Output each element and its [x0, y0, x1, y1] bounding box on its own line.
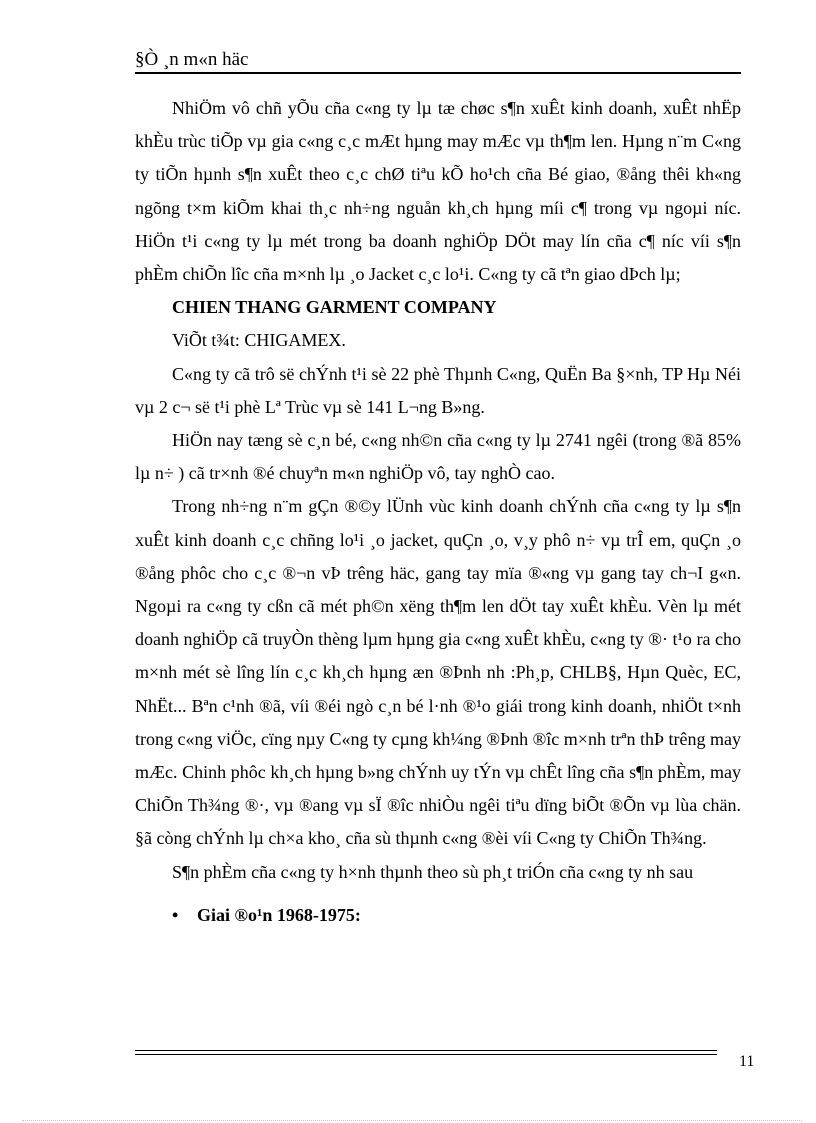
paragraph-abbreviation: ViÕt t¾t: CHIGAMEX. [172, 330, 346, 351]
paragraph-products-intro: S¶n phÈm cña c«ng ty h×nh thµnh theo sù ph¸t triÓn cña c«ng ty nh sau [172, 861, 694, 882]
paragraph-company-mission: NhiÖm vô chñ yÕu cña c«ng ty lµ tæ chøc s¶n xuÊt kinh doanh, xuÊt nhËp khÈu trùc tiÕp vµ gia c«ng c¸c mÆt hµng may mÆc vµ th¶m len. Hµng n¨m C«ng ty tiÕn hµnh s¶n xuÊt theo c¸c chØ tiªu kÕ ho¹ch cña Bé giao, ®ång thêi kh«ng ngõng t×m kiÕm khai th¸c nh÷ng nguån kh¸ch hµng míi c¶ trong vµ ngoµi níc. HiÖn t¹i c«ng ty lµ mét trong ba doanh nghiÖp DÖt may lín cña c¶ níc víi s¶n phÈm chiÕn lîc cña m×nh lµ ¸o Jacket c¸c lo¹i. C«ng ty cã tªn giao dÞch lµ; [135, 98, 741, 285]
body-text [135, 92, 741, 932]
page-edge-divider [22, 1120, 802, 1121]
bullet-label: Giai ®o¹n 1968-1975: [197, 904, 361, 925]
header-rule [135, 72, 741, 74]
bullet-item [135, 899, 741, 932]
running-header: §Ò ¸n m«n häc [135, 49, 249, 70]
bullet-icon: • [172, 904, 179, 925]
paragraph-staff: HiÖn nay tæng sè c¸n bé, c«ng nh©n cña c«ng ty lµ 2741 ngêi (trong ®ã 85% lµ n÷ ) cã tr×nh ®é chuyªn m«n nghiÖp vô, tay nghÒ cao. [135, 430, 741, 484]
paragraph-headquarters: C«ng ty cã trô së chÝnh t¹i sè 22 phè Thµnh C«ng, QuËn Ba §×nh, TP Hµ Néi vµ 2 c¬ së t¹i phè Lª Trùc vµ sè 141 L¬ng B»ng. [135, 363, 741, 417]
company-english-name: CHIEN THANG GARMENT COMPANY [172, 297, 497, 318]
page-number: 11 [739, 1053, 755, 1070]
footer-rule [135, 1050, 717, 1055]
paragraph-business-field: Trong nh÷ng n¨m gÇn ®©y lÜnh vùc kinh doanh chÝnh cña c«ng ty lµ s¶n xuÊt kinh doanh c¸c chñng lo¹i ¸o jacket, quÇn ¸o, v¸y phô n÷ vµ trÎ em, quÇn ¸o ®ång phôc cho c¸c ®¬n vÞ trêng häc, gang tay mïa ®«ng vµ gang tay ch¬I g«n. Ngoµi ra c«ng ty cßn cã mét ph©n xëng th¶m len dÖt tay xuÊt khÈu. Vèn lµ mét doanh nghiÖp cã truyÒn thèng lµm hµng gia c«ng xuÊt khÈu, c«ng ty ®· t¹o ra cho m×nh mét sè lîng lín c¸c kh¸ch hµng æn ®Þnh nh :Ph¸p, CHLB§, Hµn Quèc, EC, NhËt... Bªn c¹nh ®ã, víi ®éi ngò c¸n bé l·nh ®¹o giái trong kinh doanh, nhiÖt t×nh trong c«ng viÖc, cïng nµy C«ng ty cµng kh¼ng ®Þnh ®îc m×nh trªn thÞ trêng may mÆc. Chinh phôc kh¸ch hµng b»ng chÝnh uy tÝn vµ chÊt lîng cña s¶n phÈm, may ChiÕn Th¾ng ®·, vµ ®ang vµ sÏ ®îc nhiÒu ngêi tiªu dïng biÕt ®Õn vµ lùa chän. §ã còng chÝnh lµ ch×a kho¸ cña sù thµnh c«ng ®èi víi C«ng ty ChiÕn Th¾ng. [135, 496, 741, 849]
